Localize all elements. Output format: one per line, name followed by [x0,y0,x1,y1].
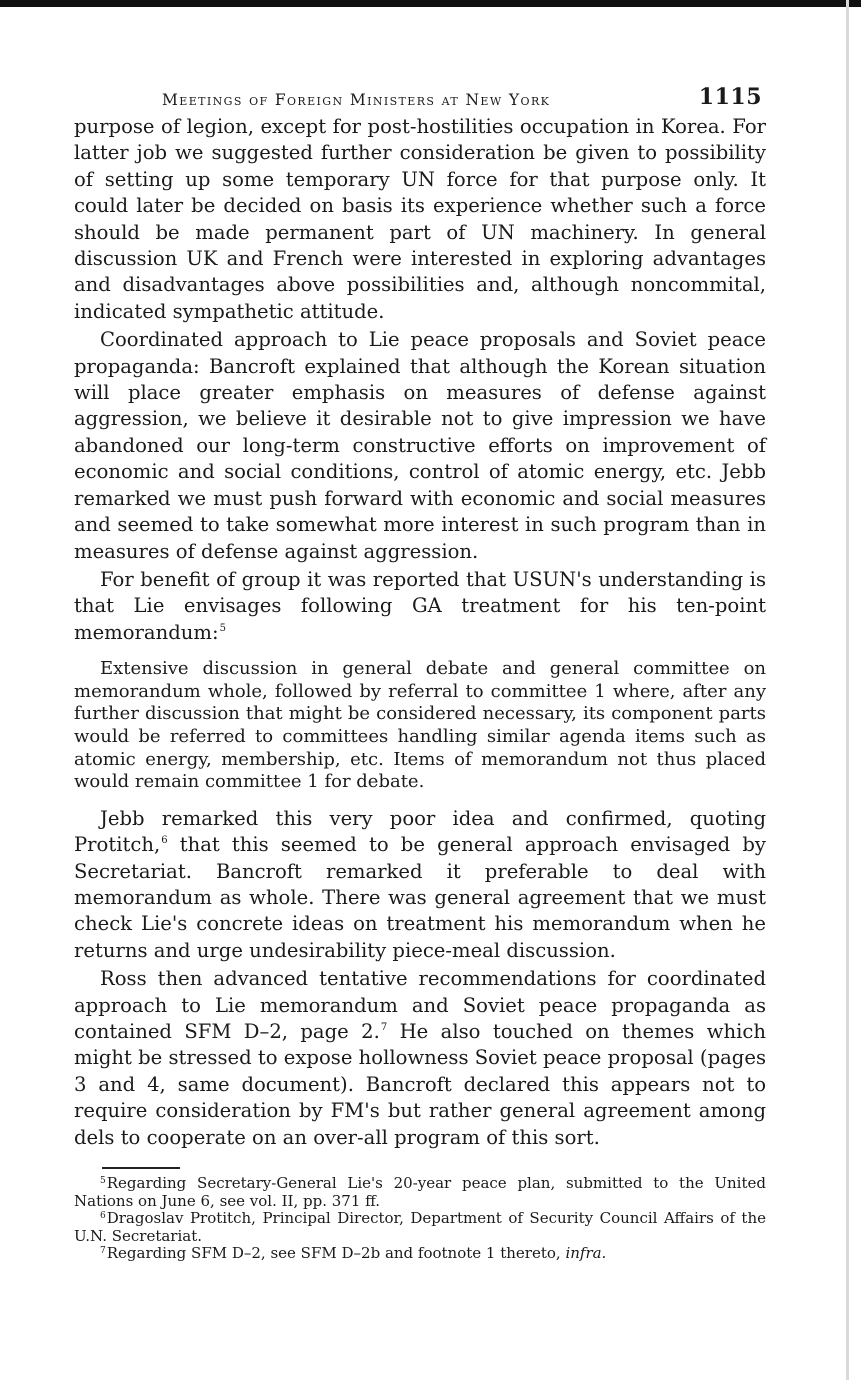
page-number: 1115 [698,84,762,110]
paragraph-2: Coordinated approach to Lie peace proposals and Soviet peace propaganda: Bancroft explained that although the Korean situation will place greater emphasis on measures of defense against aggression, we believe it desirable not to give impression we have abandoned our long-term constructive efforts on improvement of economic and social conditions, control of atomic energy, etc. Jebb remarked we must push forward with economic and social measures and seemed to take somewhat more interest in such program than in measures of defense against aggression. [74,328,766,563]
quoted-memorandum-treatment: Extensive discussion in general debate and general committee on memorandum whole, followed by referral to committee 1 where, after any further discussion that might be considered necessary, its component parts would be referred to committees handling similar agenda items such as atomic energy, membership, etc. Items of memorandum not thus placed would remain committee 1 for debate. [74,658,766,793]
paragraph-5: Jebb remarked this very poor idea and confirmed, quoting Protitch,$^6$ that this seemed to be general approach envisaged by Secretariat. Bancroft remarked it preferable to deal with memorandum as whole. There was general agreement that we must check Lie's concrete ideas on treatment his memorandum when he returns and urge undesirability piece-meal discussion. [74,806,766,962]
footnote-5: $^5$Regarding Secretary-General Lie's 20-year peace plan, submitted to the United Nations on June 6, see vol. II, pp. 371 ff. [74,1173,766,1210]
footnote-ref-7[interactable]: 7 [380,1021,388,1033]
footnote-number: 7 [100,1246,106,1257]
footnote-ref-5[interactable]: 5 [219,622,226,634]
running-title: Meetings of Foreign Ministers at New York [162,91,551,109]
footnote-number: 6 [100,1211,106,1222]
body-text [74,114,766,1151]
document-page [74,80,766,1263]
paragraph-6: Ross then advanced tentative recommendations for coordinated approach to Lie memorandum and Soviet peace propaganda as contained SFM D–2, page 2.$^7$ He also touched on themes which might be stressed to expose hollowness Soviet peace proposal (pages 3 and 4, same document). Bancroft declared this appears not to require consideration by FM's but rather general agreement among dels to cooperate on an over-all program of this sort. [74,967,766,1149]
footnotes [74,1175,766,1263]
footnote-ref-6[interactable]: 6 [161,835,168,847]
footnote-separator [102,1167,180,1169]
running-header [74,80,766,114]
paragraph-1: purpose of legion, except for post-hostilities occupation in Korea. For latter job we suggested further consideration be given to possibility of setting up some temporary UN force for that purpose only. It could later be decided on basis its experience whether such a force should be made permanent part of UN machinery. In general discussion UK and French were interested in exploring advantages and disadvantages above possibilities and, although noncommital, indicated sympathetic attitude. [74,115,766,323]
footnote-number: 5 [100,1175,106,1186]
paragraph-3: For benefit of group it was reported that USUN's understanding is that Lie envisages following GA treatment for his ten-point memorandum:$^5$ [74,567,766,644]
page-right-edge [846,0,849,1380]
footnote-6: $^6$Dragoslav Protitch, Principal Director, Department of Security Council Affairs of the U.N. Secretariat. [74,1209,766,1245]
page-top-edge [0,0,861,7]
footnote-7: $^7$Regarding SFM D–2, see SFM D–2b and footnote 1 thereto, infra. [100,1244,607,1263]
